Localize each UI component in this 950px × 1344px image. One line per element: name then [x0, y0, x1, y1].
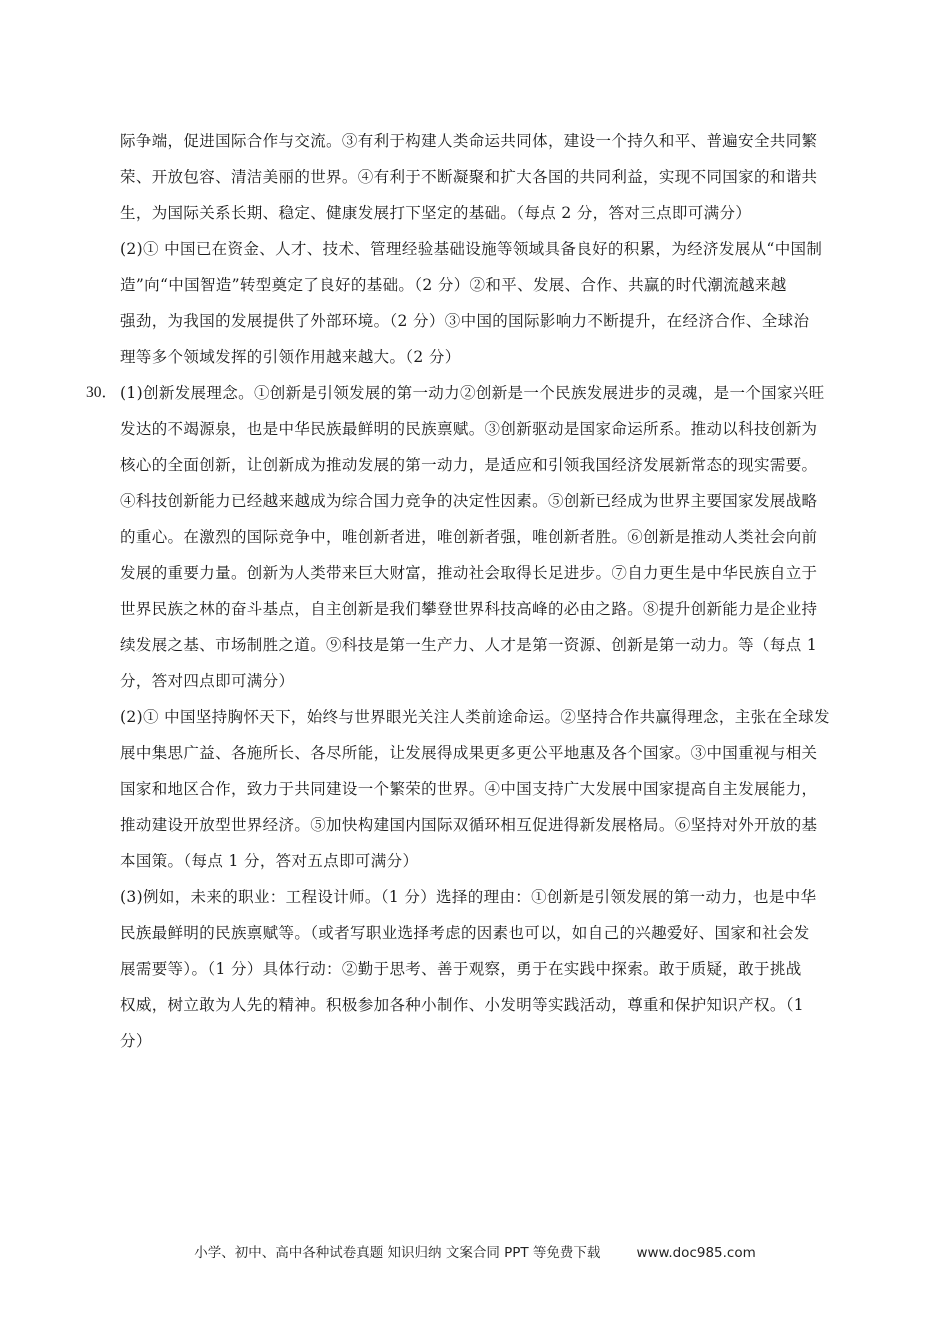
page-footer — [0, 1244, 950, 1262]
text-line: 民族最鲜明的民族禀赋等。（或者写职业选择考虑的因素也可以，如自己的兴趣爱好、国家和社会发 — [120, 924, 810, 942]
text-line: 世界民族之林的奋斗基点，自主创新是我们攀登世界科技高峰的必由之路。⑧提升创新能力是企业持 — [120, 600, 818, 618]
text-line: (3)例如，未来的职业：工程设计师。（1 分）选择的理由：①创新是引领发展的第一动力，也是中华 — [120, 888, 817, 906]
text-line: 分） — [120, 1032, 152, 1050]
text-line: (2)① 中国坚持胸怀天下，始终与世界眼光关注人类前途命运。②坚持合作共赢得理念，主张在全球发 — [120, 708, 830, 726]
text-line: 分，答对四点即可满分） — [120, 672, 295, 690]
text-line: 发展的重要力量。创新为人类带来巨大财富，推动社会取得长足进步。⑦自力更生是中华民族自立于 — [120, 564, 818, 582]
text-line: 展中集思广益、各施所长、各尽所能，让发展得成果更多更公平地惠及各个国家。③中国重视与相关 — [120, 744, 818, 762]
text-line: 际争端，促进国际合作与交流。③有利于构建人类命运共同体，建设一个持久和平、普遍安全共同繁 — [120, 132, 818, 150]
text-line: 权威，树立敢为人先的精神。积极参加各种小制作、小发明等实践活动，尊重和保护知识产权。（1 — [120, 996, 805, 1014]
question-number: 30． — [86, 384, 118, 401]
text-line: 本国策。（每点 1 分，答对五点即可满分） — [120, 852, 419, 870]
text-line: 理等多个领域发挥的引领作用越来越大。（2 分） — [120, 348, 461, 366]
text-line: 国家和地区合作，致力于共同建设一个繁荣的世界。④中国支持广大发展中国家提高自主发展能力， — [120, 780, 818, 798]
text-line: 强劲，为我国的发展提供了外部环境。（2 分）③中国的国际影响力不断提升，在经济合作、全球治 — [120, 312, 810, 330]
text-line: 续发展之基、市场制胜之道。⑨科技是第一生产力、人才是第一资源、创新是第一动力。等（每点 1 — [120, 636, 818, 654]
text-line: (1)创新发展理念。①创新是引领发展的第一动力②创新是一个民族发展进步的灵魂，是一个国家兴旺 — [120, 384, 825, 402]
text-line: (2)① 中国已在资金、人才、技术、管理经验基础设施等领域具备良好的积累，为经济发展从“中国制 — [120, 240, 823, 258]
footer-url[interactable]: www.doc985.com — [636, 1245, 756, 1261]
footer-text: 小学、初中、高中各种试卷真题 知识归纳 文案合同 PPT 等免费下载 — [194, 1245, 601, 1261]
text-line: 生，为国际关系长期、稳定、健康发展打下坚定的基础。（每点 2 分，答对三点即可满分） — [120, 204, 752, 222]
text-line: ④科技创新能力已经越来越成为综合国力竞争的决定性因素。⑤创新已经成为世界主要国家发展战略 — [120, 492, 818, 510]
text-line: 展需要等）。（1 分）具体行动：②勤于思考、善于观察，勇于在实践中探索。敢于质疑，敢于挑战 — [120, 960, 802, 978]
text-line: 造”向“中国智造”转型奠定了良好的基础。（2 分）②和平、发展、合作、共赢的时代潮流越来越 — [120, 276, 787, 294]
text-line: 的重心。在激烈的国际竞争中，唯创新者进，唯创新者强，唯创新者胜。⑥创新是推动人类社会向前 — [120, 528, 818, 546]
text-line: 核心的全面创新，让创新成为推动发展的第一动力，是适应和引领我国经济发展新常态的现实需要。 — [120, 456, 818, 474]
text-line: 荣、开放包容、清洁美丽的世界。④有利于不断凝聚和扩大各国的共同利益，实现不同国家的和谐共 — [120, 168, 818, 186]
text-line: 推动建设开放型世界经济。⑤加快构建国内国际双循环相互促进得新发展格局。⑥坚持对外开放的基 — [120, 816, 818, 834]
text-line: 发达的不竭源泉，也是中华民族最鲜明的民族禀赋。③创新驱动是国家命运所系。推动以科技创新为 — [120, 420, 818, 438]
